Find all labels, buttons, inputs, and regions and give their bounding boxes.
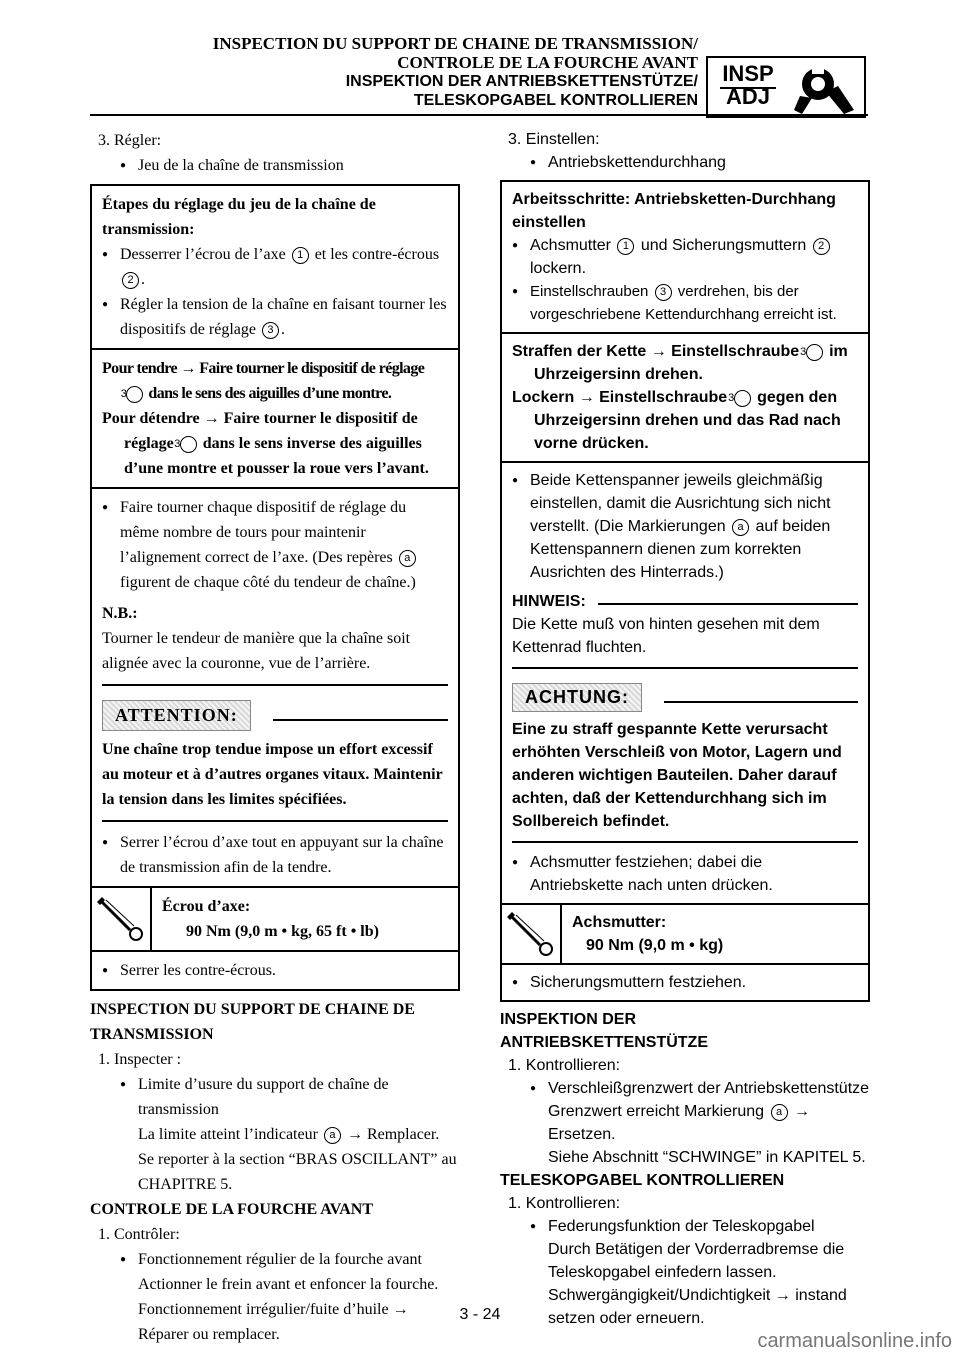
de-torque-label: Achsmutter:: [572, 914, 667, 931]
de-box-bullet1: ● Achsmutter 1 und Sicherungsmuttern 2 lockern.: [512, 234, 858, 280]
de-locknuts: ● Sicherungsmuttern festziehen.: [512, 971, 858, 994]
fr-attention-text: Une chaîne trop tendue impose un effort excessif au moteur et à d’autres organes vitaux. Maintenir la tension dans les limites spécifiées.: [102, 741, 443, 808]
fr-sec2-l2: Fonctionnement irrégulier/fuite d’huile →: [138, 1301, 409, 1318]
de-hinweis-label: HINWEIS:: [512, 593, 586, 610]
de-step3: 3. Einstellen:: [508, 131, 600, 148]
fr-nb-label: N.B.:: [102, 605, 138, 622]
de-adjust-box: [500, 180, 870, 1002]
fr-sec1-ref: Se reporter à la section “BRAS OSCILLANT” au CHAPITRE 5.: [138, 1151, 457, 1193]
de-sec2-title: TELESKOPGABEL KONTROLLIEREN: [500, 1172, 785, 1189]
torque-wrench-icon: [92, 888, 152, 950]
fr-sec2-l1: Actionner le frein avant et enfoncer la fourche.: [138, 1276, 439, 1293]
badge-insp: INSP: [722, 61, 774, 86]
de-hinweis-heading: [512, 590, 858, 613]
fr-tighten: ● Serrer l’écrou d’axe tout en appuyant sur la chaîne de transmission afin de la tendre.: [102, 830, 448, 880]
fr-tendre: Pour tendre → Faire tourner le dispositif de réglage 3 dans le sens des aiguilles d’une montre.: [102, 360, 425, 402]
fr-sec2-step: 1. Contrôler:: [98, 1226, 180, 1243]
fr-sec1-step: 1. Inspecter :: [98, 1051, 182, 1068]
fr-step3: 3. Régler:: [98, 132, 162, 149]
fr-torque-row: [92, 888, 458, 952]
wrench-icon: [792, 62, 858, 121]
fr-attention-label: ATTENTION:: [102, 700, 251, 731]
header-fr-line2: CONTROLE DE LA FOURCHE AVANT: [397, 53, 698, 72]
de-sec1-item: ● Verschleißgrenzwert der Antriebskettenstütze: [530, 1077, 870, 1100]
fr-box-bullet1: ● Desserrer l’écrou de l’axe 1 et les contre-écrous 2 .: [102, 242, 448, 292]
de-torque-row: [502, 905, 868, 965]
de-achtung-text: Eine zu straff gespannte Kette verursacht erhöhten Verschleiß von Motor, Lagern und anderen wichtigen Bauteilen. Daher darauf achten, daß der Kettendurchhang sich im Sollbereich befindet.: [512, 721, 842, 830]
de-sec1-title-l2: ANTRIEBSKETTENSTÜTZE: [500, 1034, 708, 1051]
badge-adj: ADJ: [725, 84, 770, 109]
fr-nb-heading: [102, 601, 448, 626]
de-box-bullet2: ● Einstellschrauben 3 verdrehen, bis der vorgeschriebene Kettendurchhang erreicht ist.: [512, 280, 858, 326]
de-achtung-heading: [512, 683, 858, 712]
header-de-line2: TELESKOPGABEL KONTROLLIEREN: [413, 92, 698, 109]
de-hinweis-text: Die Kette muß von hinten gesehen mit dem Kettenrad fluchten.: [512, 616, 820, 656]
fr-box-title: Étapes du réglage du jeu de la chaîne de transmission:: [102, 196, 376, 238]
de-sec2-l1: Durch Betätigen der Vorderradbremse die Teleskopgabel einfedern lassen.: [548, 1241, 845, 1281]
fr-adjust-box: [90, 184, 460, 991]
page-header: [170, 34, 698, 110]
fr-sec1-limit: La limite atteint l’indicateur a → Remplacer.: [138, 1126, 440, 1143]
torque-wrench-icon: [502, 905, 562, 963]
french-column: [90, 128, 460, 1347]
watermark[interactable]: carmanualsonline.info: [757, 1330, 952, 1352]
fr-torque-value: 90 Nm (9,0 m • kg, 65 ft • lb): [186, 923, 379, 940]
page-number: 3 - 24: [459, 1306, 501, 1323]
de-tighten: ● Achsmutter festziehen; dabei die Antriebskette nach unten drücken.: [512, 851, 858, 897]
header-fr-line1: INSPECTION DU SUPPORT DE CHAINE DE TRANSMISSION/: [212, 34, 698, 53]
fr-align-note: ● Faire tourner chaque dispositif de réglage du même nombre de tours pour maintenir l’alignement correct de l’axe. (Des repères a figurent de chaque côté du tendeur de chaîne.): [102, 495, 448, 595]
fr-sec1-title: INSPECTION DU SUPPORT DE CHAINE DE TRANSMISSION: [90, 1001, 415, 1043]
fr-sec2-item: ● Fonctionnement régulier de la fourche avant: [120, 1247, 460, 1272]
de-sec1-limit: Grenzwert erreicht Markierung a → Ersetzen.: [548, 1103, 810, 1143]
fr-locknuts: ● Serrer les contre-écrous.: [102, 958, 448, 983]
fr-sec2-l3: Réparer ou remplacer.: [138, 1326, 280, 1343]
de-sec2-step: 1. Kontrollieren:: [508, 1195, 621, 1212]
de-sec1-ref: Siehe Abschnitt “SCHWINGE” in KAPITEL 5.: [548, 1149, 866, 1166]
de-lockern: Lockern → Einstellschraube 3 gegen den Uhrzeigersinn drehen und das Rad nach vorne drücken.: [512, 389, 841, 452]
de-align-note: ● Beide Kettenspanner jeweils gleichmäßig einstellen, damit die Ausrichtung sich nicht verstellt. (Die Markierungen a auf beiden Kettenspannern dienen zum korrekten Ausrichten des Hinterrads.): [512, 469, 858, 584]
fr-torque-label: Écrou d’axe:: [162, 898, 251, 915]
insp-adj-badge: [706, 56, 866, 118]
de-step3-item: ● Antriebskettendurchhang: [530, 151, 870, 174]
de-straffen: Straffen der Kette → Einstellschraube 3 im Uhrzeigersinn drehen.: [512, 343, 848, 383]
fr-detendre: Pour détendre → Faire tourner le dispositif de réglage 3 dans le sens inverse des aiguilles d’une montre et pousser la roue vers l’avant.: [102, 410, 429, 477]
german-column: [500, 128, 870, 1330]
fr-attention-heading: [102, 700, 448, 731]
de-sec2-item: ● Federungsfunktion der Teleskopgabel: [530, 1215, 870, 1238]
de-sec2-l2: Schwergängigkeit/Undichtigkeit → instand setzen oder erneuern.: [548, 1287, 847, 1327]
de-torque-value: 90 Nm (9,0 m • kg): [586, 937, 724, 954]
fr-sec2-title: CONTROLE DE LA FOURCHE AVANT: [90, 1201, 374, 1218]
fr-sec1-item: ● Limite d’usure du support de chaîne de transmission: [120, 1072, 460, 1122]
de-achtung-label: ACHTUNG:: [512, 683, 642, 712]
fr-box-bullet2: ● Régler la tension de la chaîne en faisant tourner les dispositifs de réglage 3 .: [102, 292, 448, 342]
header-rule: [90, 114, 868, 116]
fr-step3-item: ● Jeu de la chaîne de transmission: [120, 153, 460, 178]
de-box-title: Arbeitsschritte: Antriebsketten-Durchhang einstellen: [512, 191, 836, 231]
de-sec1-title-l1: INSPEKTION DER: [500, 1011, 637, 1028]
de-sec1-step: 1. Kontrollieren:: [508, 1057, 621, 1074]
header-de-line1: INSPEKTION DER ANTRIEBSKETTENSTÜTZE/: [345, 73, 698, 90]
fr-nb-text: Tourner le tendeur de manière que la chaîne soit alignée avec la couronne, vue de l’arrière.: [102, 630, 411, 672]
